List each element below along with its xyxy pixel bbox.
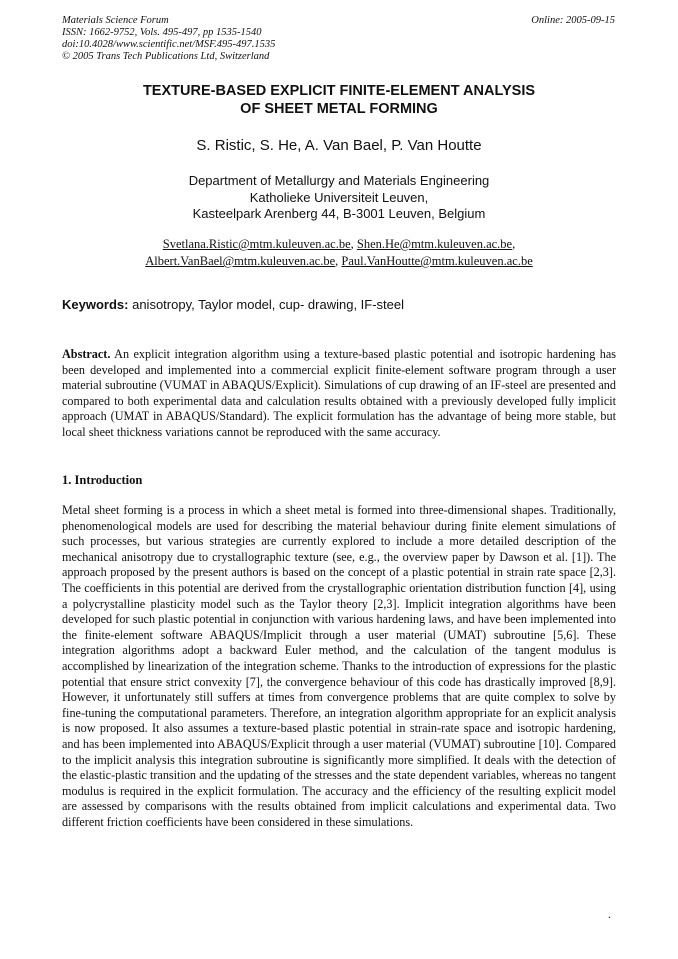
journal-issn: ISSN: 1662-9752, Vols. 495-497, pp 1535-1540 xyxy=(62,27,262,38)
affiliation-line-2: Katholieke Universiteit Leuven, xyxy=(249,189,429,205)
introduction-paragraph: Metal sheet forming is a process in which a sheet metal is formed into three-dimensional shapes. Traditionally, phenomenological models are used for describing the material behaviour during finite element simulations of such processes, but various strategies are currently explored to include a more detailed description of the mechanical anisotropy due to crystallographic texture (see, e.g., the overview paper by Dawson et al. [1]). The approach proposed by the present authors is based on the concept of a plastic potential in strain rate space [2,3]. The coefficients in this potential are derived from the crystallographic orientation distribution function [4], using a polycrystalline plasticity model such as the Taylor theory [2,3]. Implicit integration algorithms have been developed for such plastic potential in conjunction with various hardening laws, and have been implemented into the finite-element software ABAQUS/Implicit through a user material (UMAT) subroutine [5,6]. These integration algorithms adopt a backward Euler method, and the calculation of the tangent modulus is accomplished by linearization of the integration scheme. Thanks to the introduction of expressions for the plastic potential that ensure strict convexity [7], the convergence behaviour of this code has drastically improved [8,9]. However, it unfortunately still suffers at times from convergence problems that are quite complex to solve by fine-tuning the computational parameters. Therefore, an integration algorithm appropriate for an explicit analysis is now proposed. It also assumes a texture-based plastic potential in strain-rate space and isotropic hardening, and has been implemented into ABAQUS/Explicit through a user material (VUMAT) subroutine [10]. Compared to the implicit analysis this integration subroutine is significantly more simplified. It deals with the detection of the elastic-plastic transition and the updating of the stresses and the state dependent variables, whereas no tangent modulus is required in the explicit formulation. The accuracy and the efficiency of the resulting explicit model are assessed by comparisons with the results obtained from implicit calculations and experimental data. Two different friction coefficients have been considered in these simulations. xyxy=(62,503,617,829)
footer-mark: . xyxy=(608,907,611,921)
abstract xyxy=(62,347,616,441)
paper-title-line-2: OF SHEET METAL FORMING xyxy=(240,101,438,117)
online-date: Online: 2005-09-15 xyxy=(531,15,615,26)
author-list: S. Ristic, S. He, A. Van Bael, P. Van Houtte xyxy=(196,137,482,154)
abstract-text: An explicit integration algorithm using a texture-based plastic potential and isotropic hardening has been developed and implemented into a commercial explicit finite-element software program through a user material subroutine (VUMAT in ABAQUS/Explicit). Simulations of cup drawing of an IF-steel are presented and compared to both experimental data and calculation results obtained with a previously developed fully implicit approach (UMAT in ABAQUS/Standard). The explicit formulation has the advantage of being more stable, but local sheet thickness variations cannot be reproduced with the same accuracy. xyxy=(62,347,616,439)
paper-title xyxy=(62,82,616,118)
email-link-he[interactable]: Shen.He@mtm.kuleuven.ac.be xyxy=(356,237,513,251)
journal-copyright: © 2005 Trans Tech Publications Ltd, Switzerland xyxy=(62,51,270,62)
journal-header xyxy=(62,15,422,63)
email-link-vanbael[interactable]: Albert.VanBael@mtm.kuleuven.ac.be xyxy=(145,254,336,268)
keywords-label: Keywords: xyxy=(62,297,129,312)
journal-doi: doi:10.4028/www.scientific.net/MSF.495-497.1535 xyxy=(62,39,276,50)
email-link-ristic[interactable]: Svetlana.Ristic@mtm.kuleuven.ac.be xyxy=(162,237,351,251)
keywords xyxy=(62,297,616,313)
email-line-1: Svetlana.Ristic@mtm.kuleuven.ac.be, Shen.He@mtm.kuleuven.ac.be, xyxy=(162,237,516,251)
affiliation-line-1: Department of Metallurgy and Materials Engineering xyxy=(188,173,490,188)
affiliation-line-3: Kasteelpark Arenberg 44, B-3001 Leuven, Belgium xyxy=(192,206,486,221)
keywords-text: anisotropy, Taylor model, cup- drawing, IF-steel xyxy=(132,297,405,312)
email-line-2: Albert.VanBael@mtm.kuleuven.ac.be, Paul.VanHoutte@mtm.kuleuven.ac.be xyxy=(145,254,533,268)
affiliation xyxy=(62,173,616,223)
paper-title-line-1: TEXTURE-BASED EXPLICIT FINITE-ELEMENT ANALYSIS xyxy=(142,83,536,99)
email-link-vanhoutte[interactable]: Paul.VanHoutte@mtm.kuleuven.ac.be xyxy=(341,254,533,268)
email-list xyxy=(62,236,616,270)
journal-name: Materials Science Forum xyxy=(62,15,169,26)
abstract-label: Abstract. xyxy=(62,347,111,361)
section-heading-introduction: 1. Introduction xyxy=(62,473,143,487)
